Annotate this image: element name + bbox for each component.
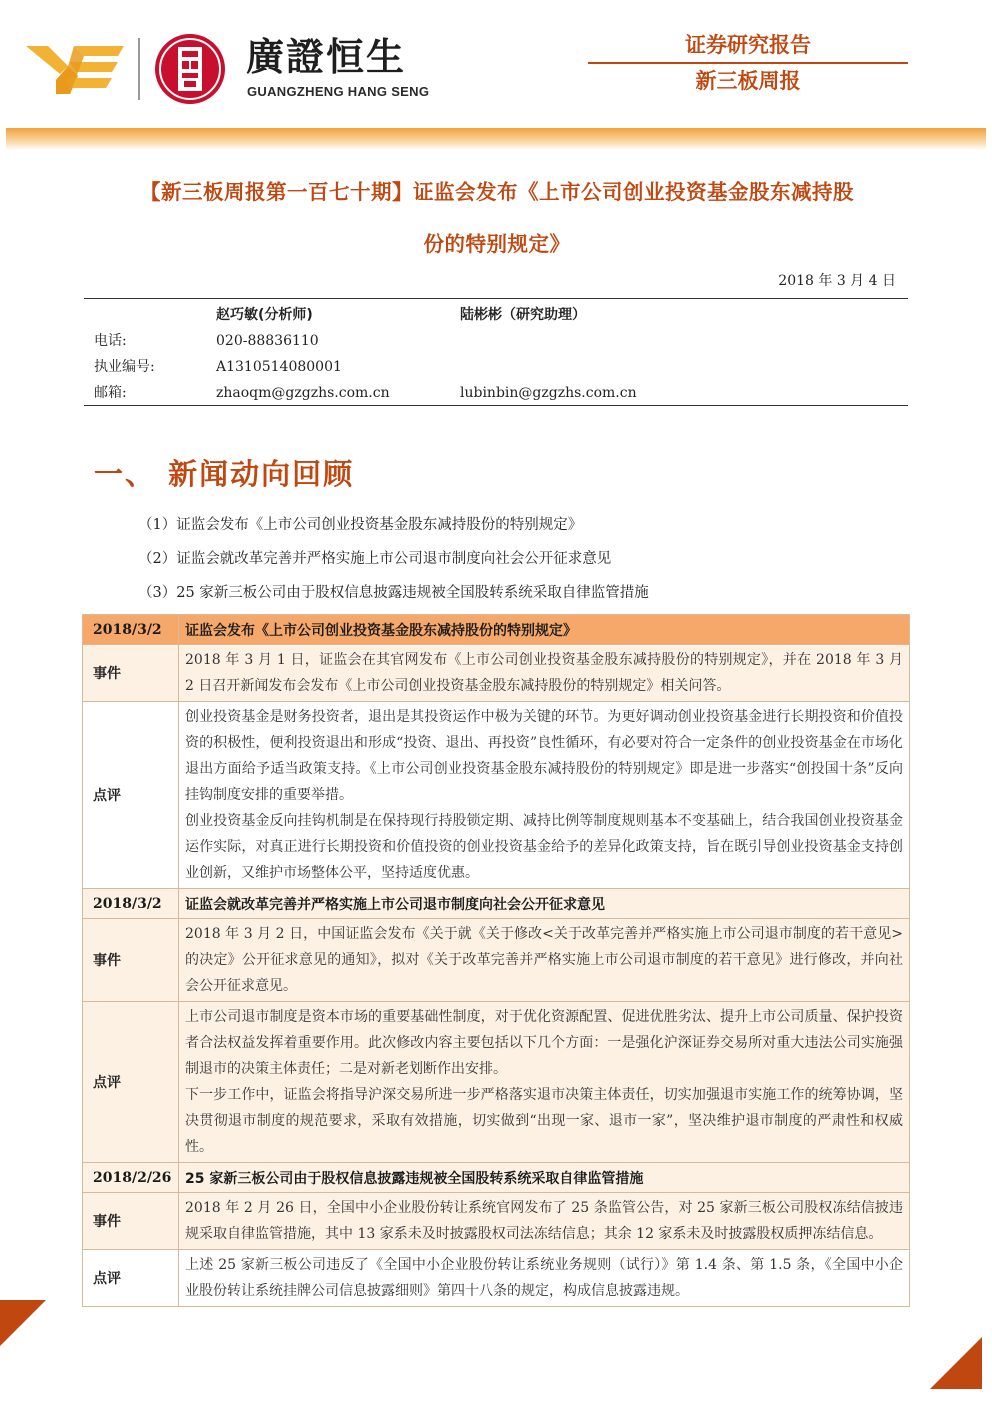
comment-text (179, 1002, 910, 1163)
company-logo-icon (26, 40, 126, 96)
table-row (83, 919, 910, 1002)
comment-paragraph: 创业投资基金反向挂钩机制是在保持现行持股锁定期、减持比例等制度规则基本不变基础上，结合我国创业投资基金运作实际，对真正进行长期投资和价值投资的创业投资基金给予的差异化政策支持，旨在既引导创业投资基金支持创业创新，又维护市场整体公平，坚持适度优惠。 (185, 813, 903, 881)
table-row (83, 702, 910, 889)
phone-value: 020-88836110 (216, 333, 319, 349)
email-label: 邮箱: (94, 385, 127, 401)
report-title (84, 166, 910, 270)
comment-text: 上述 25 家新三板公司违反了《全国中小企业股份转让系统业务规则（试行）》第 1.4 条、第 1.5 条，《全国中小企业股份转让系统挂牌公司信息披露细则》第四十八条的规定，构成信息披露违规。 (179, 1250, 910, 1307)
email-value-1[interactable]: zhaoqm@gzgzhs.com.cn (216, 385, 390, 401)
table-row (83, 1250, 910, 1307)
table-row (83, 645, 910, 702)
analyst-block-top-rule (84, 298, 908, 299)
report-title-line-1: 【新三板周报第一百七十期】证监会发布《上市公司创业投资基金股东减持股 (140, 180, 854, 204)
phone-label: 电话: (94, 333, 127, 349)
entry-date: 2018/3/2 (83, 615, 179, 645)
entry-date: 2018/3/2 (83, 889, 179, 919)
comment-text (179, 702, 910, 889)
section-heading: 一、 新闻动向回顾 (94, 457, 355, 491)
logo-divider (138, 38, 140, 100)
comment-paragraph: 上市公司退市制度是资本市场的重要基础性制度，对于优化资源配置、促进优胜劣汰、提升上市公司质量、保护投资者合法权益发挥着重要作用。此次修改内容主要包括以下几个方面：一是强化沪深证券交易所对重大违法公司实施强制退市的决策主体责任；二是对新老划断作出安排。 (185, 1009, 903, 1077)
corner-triangle-right (930, 1337, 982, 1389)
entry-date: 2018/2/26 (83, 1163, 179, 1193)
comment-label: 点评 (83, 1002, 179, 1163)
license-label: 执业编号: (94, 359, 155, 375)
event-label: 事件 (83, 1193, 179, 1250)
table-row (83, 1193, 910, 1250)
report-type: 证券研究报告 (685, 33, 811, 57)
report-type-divider (588, 62, 908, 64)
comment-paragraph: 下一步工作中，证监会将指导沪深交易所进一步严格落实退市决策主体责任，切实加强退市实施工作的统筹协调，坚决贯彻退市制度的规范要求，采取有效措施，切实做到“出现一家、退市一家”，坚决维护退市制度的严肃性和权威性。 (185, 1087, 903, 1155)
table-row (83, 1163, 910, 1193)
analyst-block-bottom-rule (84, 405, 908, 406)
company-name-cn: 廣證恒生 (246, 35, 407, 79)
email-value-2[interactable]: lubinbin@gzgzhs.com.cn (460, 385, 637, 401)
event-label: 事件 (83, 919, 179, 1002)
report-date: 2018 年 3 月 4 日 (778, 273, 896, 289)
event-text: 2018 年 3 月 2 日，中国证监会发布《关于就《关于修改<关于改革完善并严格实施上市公司退市制度的若干意见>的决定》公开征求意见的通知》，拟对《关于改革完善并严格实施上市公司退市制度的若干意见》进行修改，并向社会公开征求意见。 (179, 919, 910, 1002)
header-gradient-bar (6, 128, 986, 150)
corner-triangle-left (0, 1300, 46, 1346)
comment-paragraph: 创业投资基金是财务投资者，退出是其投资运作中极为关键的环节。为更好调动创业投资基金进行长期投资和价值投资的积极性，便利投资退出和形成“投资、退出、再投资”良性循环，有必要对符合一定条件的创业投资基金在市场化退出方面给予适当政策支持。《上市公司创业投资基金股东减持股份的特别规定》即是进一步落实“创投国十条”反向挂钩制度安排的重要举措。 (185, 709, 903, 803)
table-row (83, 1002, 910, 1163)
news-item: （3）25 家新三板公司由于股权信息披露违规被全国股转系统采取自律监管措施 (138, 585, 649, 601)
entry-title: 证监会发布《上市公司创业投资基金股东减持股份的特别规定》 (179, 615, 910, 645)
table-row (83, 889, 910, 919)
report-title-line-2: 份的特别规定》 (423, 232, 571, 256)
report-header (0, 0, 992, 128)
entry-title: 25 家新三板公司由于股权信息披露违规被全国股转系统采取自律监管措施 (179, 1163, 910, 1193)
company-name-en: GUANGZHENG HANG SENG (247, 84, 430, 99)
report-subtype: 新三板周报 (695, 69, 801, 93)
news-item: （2）证监会就改革完善并严格实施上市公司退市制度向社会公开征求意见 (138, 551, 612, 567)
news-item: （1）证监会发布《上市公司创业投资基金股东减持股份的特别规定》 (138, 517, 583, 533)
comment-label: 点评 (83, 702, 179, 889)
entry-title: 证监会就改革完善并严格实施上市公司退市制度向社会公开征求意见 (179, 889, 910, 919)
analyst-name-2: 陆彬彬（研究助理） (460, 307, 586, 323)
news-table (82, 614, 910, 1307)
hang-seng-seal-icon (154, 33, 226, 105)
event-text: 2018 年 3 月 1 日，证监会在其官网发布《上市公司创业投资基金股东减持股份的特别规定》，并在 2018 年 3 月 2 日召开新闻发布会发布《上市公司创业投资基金股东减持股份的特别规定》相关问答。 (179, 645, 910, 702)
event-text: 2018 年 2 月 26 日，全国中小企业股份转让系统官网发布了 25 条监管公告，对 25 家新三板公司股权冻结信披违规采取自律监管措施，其中 13 家系未及时披露股权司法冻结信息；其余 12 家系未及时披露股权质押冻结信息。 (179, 1193, 910, 1250)
license-value: A1310514080001 (216, 359, 342, 375)
comment-label: 点评 (83, 1250, 179, 1307)
event-label: 事件 (83, 645, 179, 702)
table-row (83, 615, 910, 645)
analyst-name-1: 赵巧敏(分析师) (216, 307, 313, 323)
